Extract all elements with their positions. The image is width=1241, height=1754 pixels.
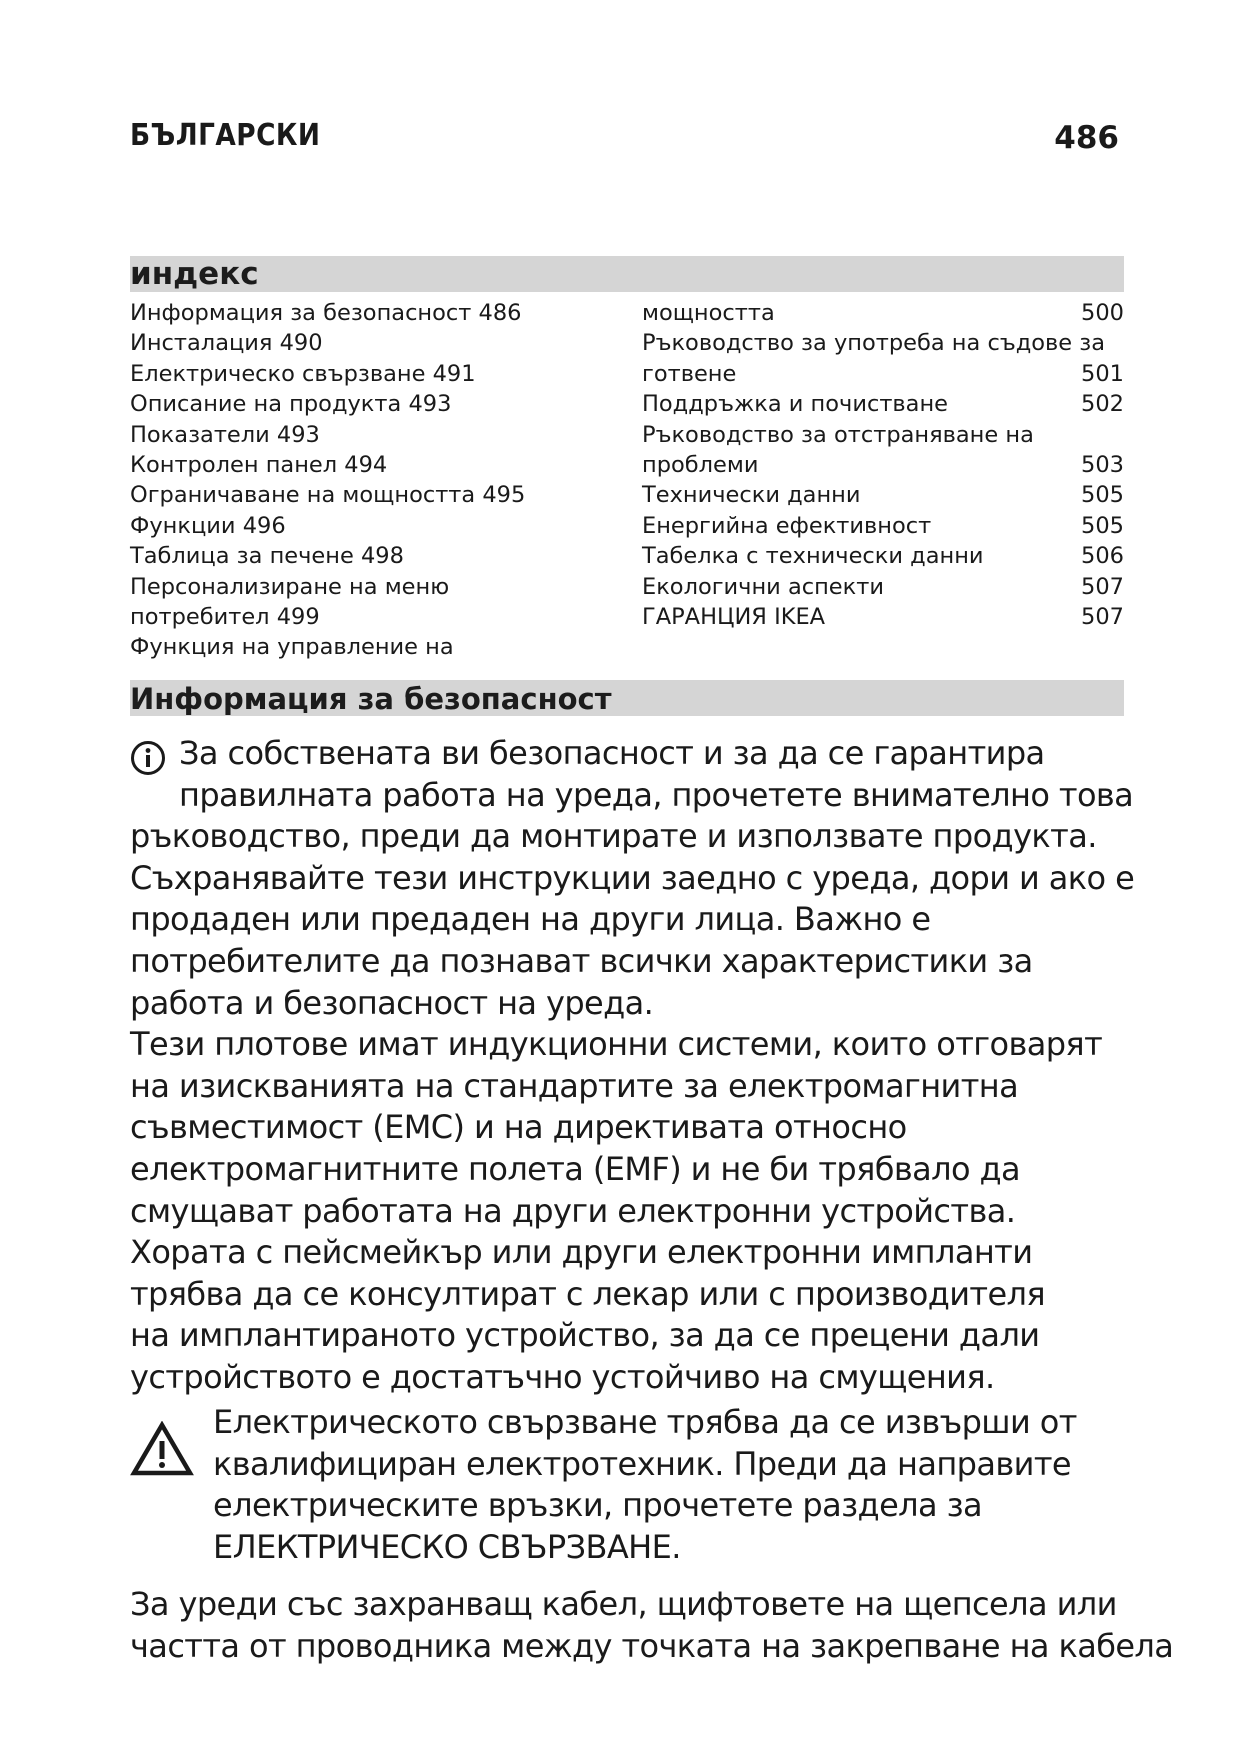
toc-entry-page: 501 — [1081, 360, 1124, 387]
text-line: Електрическото свързване трябва да се извърши от — [213, 1403, 1077, 1441]
toc-entry-text: Енергийна ефективност — [642, 512, 932, 539]
toc-entry: Функции 496 — [130, 512, 286, 539]
text-line: работа и безопасност на уреда. — [130, 983, 654, 1022]
toc-entry-page: 502 — [1081, 391, 1124, 418]
toc-entry-text: Поддръжка и почистване — [642, 391, 949, 418]
safety-info-paragraph — [130, 733, 1135, 1399]
toc-entry-page: 505 — [1081, 512, 1124, 539]
toc-entry-page: 507 — [1081, 573, 1124, 600]
toc-entry-page: 506 — [1081, 543, 1124, 570]
toc-entry — [642, 298, 1124, 328]
index-title: индекс — [130, 256, 259, 292]
toc-entry-text: Ръководство за употреба на съдове за — [642, 330, 1106, 357]
text-line: квалифициран електротехник. Преди да направите — [213, 1444, 1071, 1483]
text-line: трябва да се консултират с лекар или с производителя — [130, 1274, 1046, 1313]
text-line: частта от проводника между точката на закрепване на кабела — [130, 1626, 1174, 1665]
text-line: потребителите да познават всички характеристики за — [130, 941, 1033, 980]
toc-entry — [642, 480, 1124, 510]
toc-entry: Ограничаване на мощността 495 — [130, 482, 526, 509]
toc-entry — [642, 450, 1124, 480]
text-line: смущават работата на други електронни устройства. — [130, 1191, 1016, 1230]
toc-entry — [642, 541, 1124, 571]
text-line: ръководство, преди да монтирате и използвате продукта. — [130, 817, 1097, 856]
text-line: на имплантираното устройство, за да се прецени дали — [130, 1316, 1040, 1355]
toc-entry-text: Технически данни — [642, 482, 861, 509]
toc-entry — [642, 572, 1124, 602]
text-line: ЕЛЕКТРИЧЕСКО СВЪРЗВАНЕ. — [213, 1527, 681, 1566]
toc-entry — [642, 359, 1124, 389]
toc-entry: Показатели 493 — [130, 421, 320, 448]
toc-entry — [642, 328, 1124, 358]
electrical-warning-paragraph — [130, 1402, 1130, 1568]
toc-entry-text: Ръководство за отстраняване на — [642, 421, 1034, 448]
text-line: електрическите връзки, прочетете раздела за — [213, 1486, 983, 1525]
toc-entry-text: проблеми — [642, 451, 759, 478]
text-line: съвместимост (EMC) и на директивата относно — [130, 1108, 907, 1147]
toc-entry-page: 507 — [1081, 603, 1124, 630]
toc-entry: Инсталация 490 — [130, 330, 323, 357]
toc-entry: Контролен панел 494 — [130, 451, 388, 478]
toc-entry: Таблица за печене 498 — [130, 543, 404, 570]
toc-entry-text: ГАРАНЦИЯ IKEA — [642, 603, 826, 630]
text-line: Хората с пейсмейкър или други електронни импланти — [130, 1233, 1033, 1272]
safety-title: Информация за безопасност — [130, 682, 612, 716]
toc-entry-page: 503 — [1081, 451, 1124, 478]
safety-section-heading — [130, 680, 1124, 716]
toc-entry: Електрическо свързване 491 — [130, 360, 476, 387]
toc-entry-text: готвене — [642, 360, 737, 387]
index-section-heading — [130, 256, 1124, 292]
toc-entry: Описание на продукта 493 — [130, 391, 452, 418]
text-line: на изискванията на стандартите за електромагнитна — [130, 1066, 1019, 1105]
toc-entry-text: мощността — [642, 300, 775, 326]
toc-left-column — [130, 298, 650, 663]
text-line: Съхранявайте тези инструкции заедно с уреда, дори и ако е — [130, 858, 1135, 897]
toc-entry-text: Табелка с технически данни — [642, 543, 984, 570]
toc-entry — [642, 420, 1124, 450]
toc-entry: Информация за безопасност 486 — [130, 300, 522, 326]
toc-entry: Персонализиране на меню — [130, 573, 450, 600]
text-line: За уреди със захранващ кабел, щифтовете на щепсела или — [130, 1585, 1117, 1623]
text-line: Тези плотове имат индукционни системи, които отговарят — [130, 1025, 1103, 1064]
toc-entry — [642, 602, 1124, 632]
toc-right-column — [642, 298, 1124, 632]
text-line: устройството е достатъчно устойчиво на смущения. — [130, 1357, 995, 1396]
toc-entry: потребител 499 — [130, 603, 320, 630]
text-line: продаден или предаден на други лица. Важно е — [130, 900, 931, 939]
toc-entry: Функция на управление на — [130, 634, 454, 661]
toc-entry-page: 505 — [1081, 482, 1124, 509]
text-line: За собствената ви безопасност и за да се гарантира — [179, 734, 1045, 772]
text-line: електромагнитните полета (EMF) и не би трябвало да — [130, 1149, 1021, 1188]
text-line: правилната работа на уреда, прочетете внимателно това — [179, 775, 1134, 814]
toc-entry-text: Екологични аспекти — [642, 573, 884, 600]
toc-entry — [642, 389, 1124, 419]
power-cable-paragraph — [130, 1584, 1174, 1667]
toc-entry-page: 500 — [1081, 300, 1124, 326]
toc-entry — [642, 511, 1124, 541]
document-language-header: БЪЛГАРСКИ — [130, 118, 321, 153]
page-number: 486 — [1054, 120, 1119, 156]
